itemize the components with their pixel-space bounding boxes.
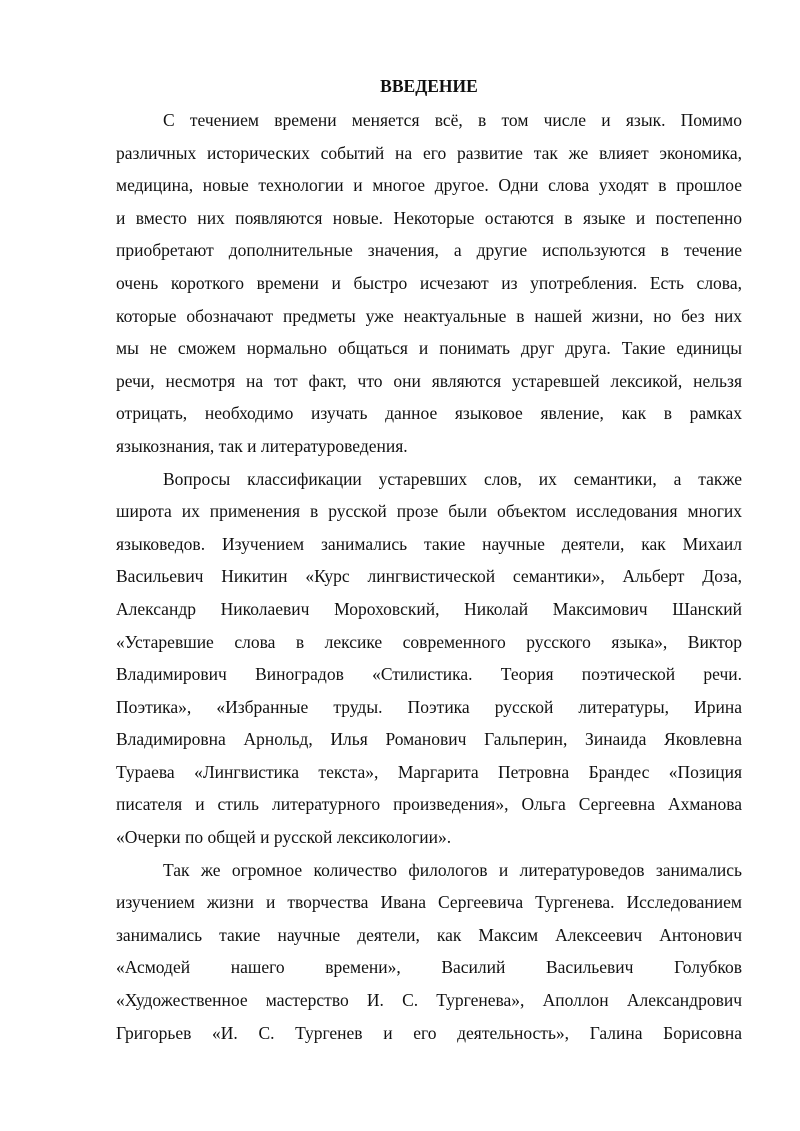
text-line: различных исторических событий на его развитие так же влияет экономика,	[116, 142, 742, 163]
text-line: речи, несмотря на тот факт, что они являются устаревшей лексикой, нельзя	[116, 370, 742, 391]
paragraph-1	[116, 104, 742, 463]
text-line: отрицать, необходимо изучать данное языковое явление, как в рамках	[116, 403, 742, 424]
text-line: «Устаревшие слова в лексике современного русского языка», Виктор	[116, 631, 742, 652]
text-line: «Асмодей нашего времени», Василий Васильевич Голубков	[116, 957, 742, 978]
text-line: Так же огромное количество филологов и литературоведов занимались	[163, 859, 742, 880]
text-line: Александр Николаевич Мороховский, Николай Максимович Шанский	[116, 598, 742, 619]
text-line: «Очерки по общей и русской лексикологии».	[116, 827, 452, 848]
text-line: писателя и стиль литературного произведения», Ольга Сергеевна Ахманова	[116, 794, 742, 815]
document-body	[116, 104, 742, 1049]
text-line: изучением жизни и творчества Ивана Сергеевича Тургенева. Исследованием	[116, 892, 742, 913]
text-line: и вместо них появляются новые. Некоторые остаются в языке и постепенно	[116, 207, 742, 228]
text-line: которые обозначают предметы уже неактуальные в нашей жизни, но без них	[116, 305, 742, 326]
text-line: Васильевич Никитин «Курс лингвистической семантики», Альберт Доза,	[116, 566, 742, 587]
text-line: Тураева «Лингвистика текста», Маргарита Петровна Брандес «Позиция	[116, 761, 742, 782]
paragraph-2	[116, 463, 742, 854]
text-line: Владимировна Арнольд, Илья Романович Гальперин, Зинаида Яковлевна	[116, 729, 742, 750]
text-line: языкознания, так и литературоведения.	[116, 435, 408, 456]
text-line: языковедов. Изучением занимались такие научные деятели, как Михаил	[116, 533, 742, 554]
text-line: Вопросы классификации устаревших слов, их семантики, а также	[163, 468, 742, 489]
text-line: «Художественное мастерство И. С. Тургенева», Аполлон Александрович	[116, 990, 742, 1011]
text-line: широта их применения в русской прозе были объектом исследования многих	[116, 501, 742, 522]
text-line: медицина, новые технологии и многое другое. Одни слова уходят в прошлое	[116, 175, 742, 196]
text-line: Владимирович Виноградов «Стилистика. Теория поэтической речи.	[116, 664, 742, 685]
text-line: приобретают дополнительные значения, а другие используются в течение	[116, 240, 742, 261]
paragraph-3	[116, 854, 742, 1050]
text-line: Поэтика», «Избранные труды. Поэтика русской литературы, Ирина	[116, 696, 742, 717]
text-line: очень короткого времени и быстро исчезают из употребления. Есть слова,	[116, 272, 742, 293]
text-line: мы не сможем нормально общаться и понимать друг друга. Такие единицы	[116, 338, 742, 359]
text-line: С течением времени меняется всё, в том числе и язык. Помимо	[163, 110, 742, 130]
page-title: ВВЕДЕНИЕ	[380, 76, 478, 96]
text-line: Григорьев «И. С. Тургенев и его деятельность», Галина Борисовна	[116, 1022, 742, 1043]
text-line: занимались такие научные деятели, как Максим Алексеевич Антонович	[116, 924, 742, 945]
